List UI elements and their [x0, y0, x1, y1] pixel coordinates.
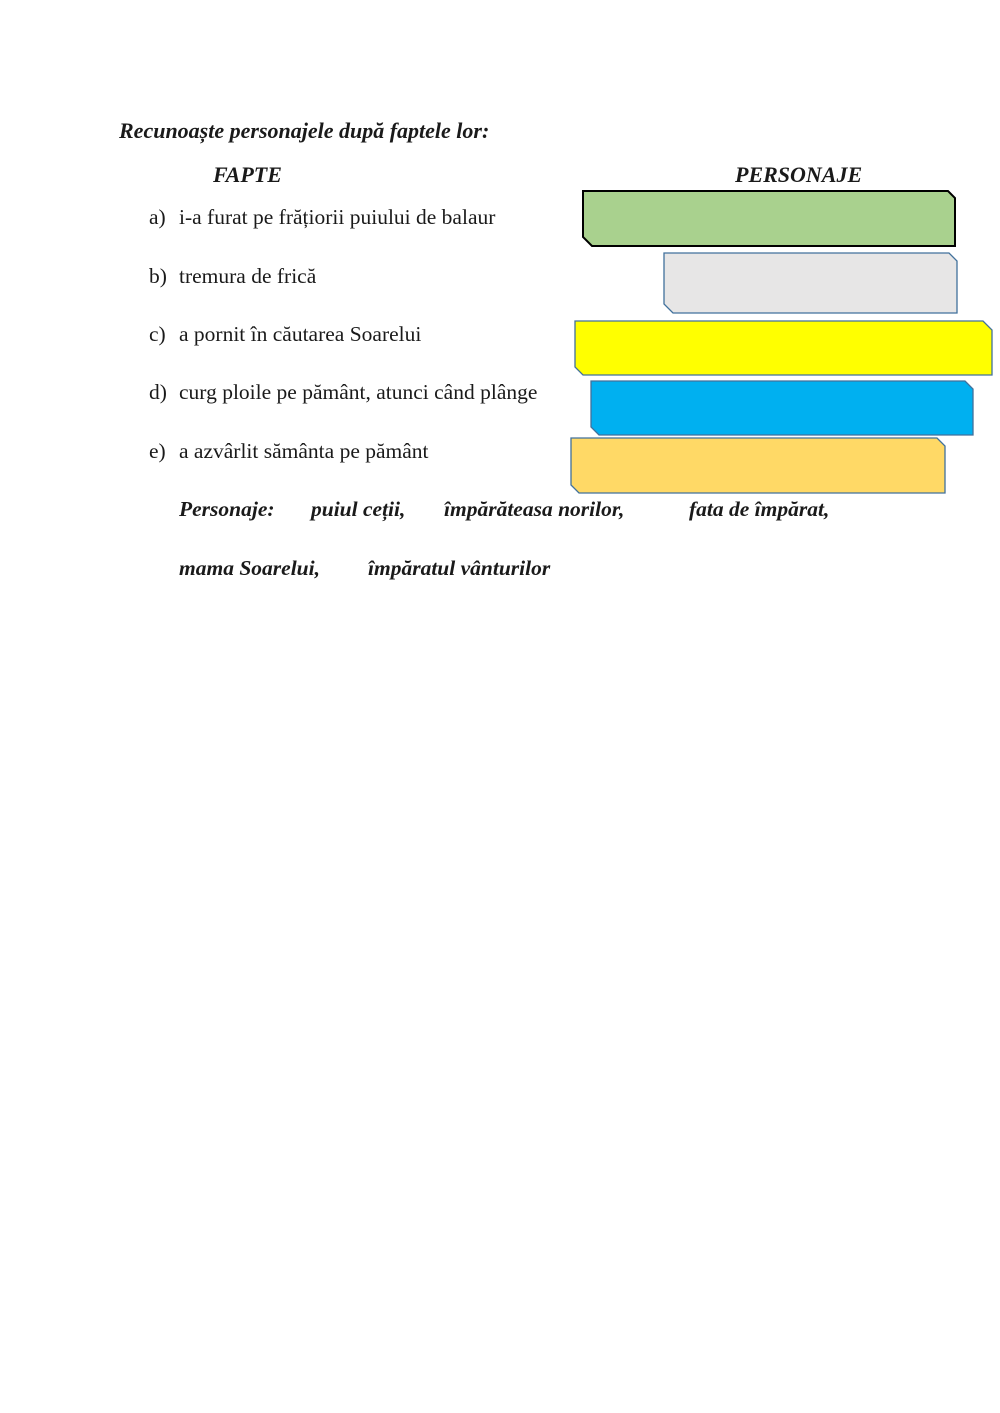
item-text: curg ploile pe pământ, atunci când plânge	[179, 380, 538, 404]
list-item-c	[149, 322, 421, 347]
characters-label: Personaje:	[179, 497, 275, 521]
item-letter: c)	[149, 322, 166, 346]
character-name: împăratul vânturilor	[368, 556, 551, 580]
item-letter: e)	[149, 439, 166, 463]
answer-box-b[interactable]	[663, 252, 959, 315]
list-item-b	[149, 264, 316, 289]
item-letter: d)	[149, 380, 167, 404]
item-text: a azvârlit sământa pe pământ	[179, 439, 429, 463]
item-text: i-a furat pe frățiorii puiului de balaur	[179, 205, 496, 229]
answer-box-c[interactable]	[574, 320, 994, 377]
item-text: tremura de frică	[179, 264, 317, 288]
page-title: Recunoaște personajele după faptele lor:	[119, 118, 490, 143]
item-text: a pornit în căutarea Soarelui	[179, 322, 422, 346]
answer-box-e[interactable]	[570, 437, 947, 495]
character-name: puiul ceții,	[311, 497, 406, 521]
character-name: mama Soarelui,	[179, 556, 320, 580]
list-item-e	[149, 439, 429, 464]
list-item-a	[149, 205, 495, 230]
item-letter: b)	[149, 264, 167, 288]
answer-box-d[interactable]	[590, 380, 975, 437]
answer-box-a[interactable]	[582, 190, 956, 248]
header-personaje: PERSONAJE	[735, 162, 863, 187]
character-name: împărăteasa norilor,	[444, 497, 625, 521]
character-name: fata de împărat,	[689, 497, 830, 521]
list-item-d	[149, 380, 537, 405]
header-fapte: FAPTE	[213, 162, 282, 187]
item-letter: a)	[149, 205, 166, 229]
